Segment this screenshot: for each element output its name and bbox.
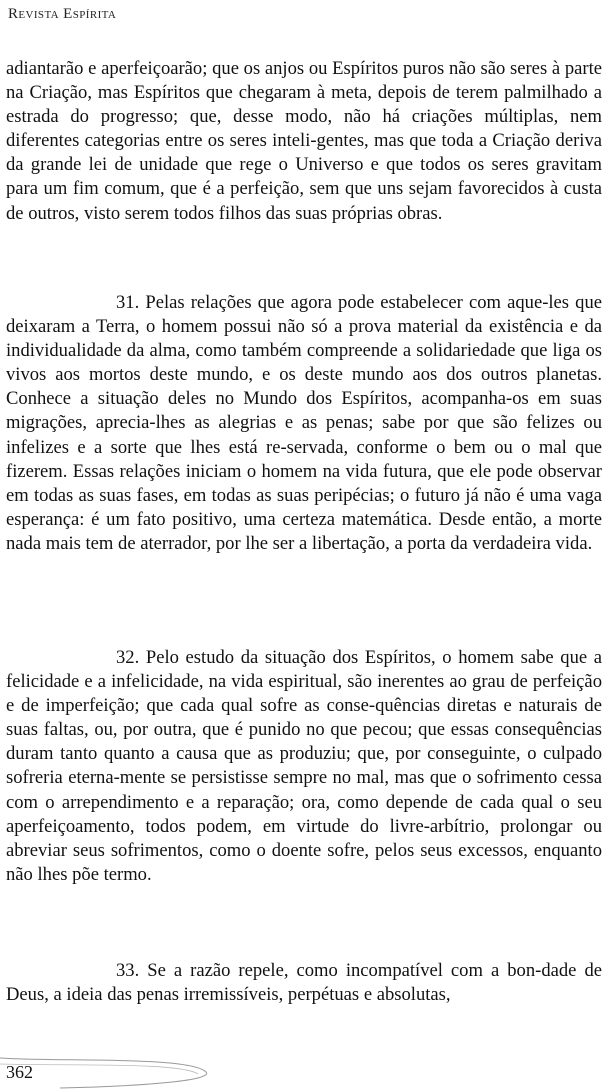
paragraph-text: adiantarão e aperfeiçoarão; que os anjos ou Espíritos puros não são seres à parte na Criação, mas Espíritos que chegaram à meta, depois de terem palmilhado a estrada do progresso; que, desse modo, não há criações múltiplas, nem diferentes categorias entre os seres inteli-gentes, mas que toda a Criação deriva da grande lei de unidade que rege o Universo e que todos os seres gravitam para um fim comum, que é a perfeição, sem que uns sejam favorecidos à custa de outros, visto serem todos filhos das suas próprias obras. — [6, 58, 602, 224]
paragraph-33 — [6, 959, 602, 1007]
paragraph-32 — [6, 646, 602, 887]
paragraph-31 — [6, 291, 602, 556]
page-number: 362 — [6, 1062, 33, 1082]
footer-ornament — [0, 1052, 220, 1092]
paragraph-text: 33. Se a razão repele, como incompatível com a bon-dade de Deus, a ideia das penas irremissíveis, perpétuas e absolutas, — [6, 960, 602, 1006]
running-header: Revista Espírita — [8, 6, 117, 22]
paragraph-continuation — [6, 57, 602, 226]
paragraph-text: 31. Pelas relações que agora pode estabelecer com aque-les que deixaram a Terra, o homem possui não só a prova material da existência e da individualidade da alma, como também compreende a solidariedade que liga os vivos aos mortos deste mundo, e os deste mundo aos dos outros planetas. Conhece a situação deles no Mundo dos Espíritos, acompanha-os em suas migrações, aprecia-lhes as alegrias e as penas; sabe por que são felizes ou infelizes e a sorte que lhes está re-servada, conforme o bem ou o mal que fizerem. Essas relações iniciam o homem na vida futura, que ele pode observar em todas as suas fases, em todas as suas peripécias; o futuro já não é uma vaga esperança: é um fato positivo, uma certeza matemática. Desde então, a morte nada mais tem de aterrador, por lhe ser a libertação, a porta da verdadeira vida. — [6, 292, 602, 554]
paragraph-text: 32. Pelo estudo da situação dos Espíritos, o homem sabe que a felicidade e a infelicidade, na vida espiritual, são inerentes ao grau de perfeição e de imperfeição; que cada qual sofre as conse-quências diretas e naturais de suas faltas, ou, por outra, que é punido no que pecou; que essas consequências duram tanto quanto a causa que as produziu; que, por conseguinte, o culpado sofreria eterna-mente se persistisse sempre no mal, mas que o sofrimento cessa com o arrependimento e a reparação; ora, como depende de cada qual o seu aperfeiçoamento, todos podem, em virtude do livre-arbítrio, prolongar ou abreviar seus sofrimentos, como o doente sofre, pelos seus excessos, enquanto não lhes põe termo. — [6, 647, 602, 885]
